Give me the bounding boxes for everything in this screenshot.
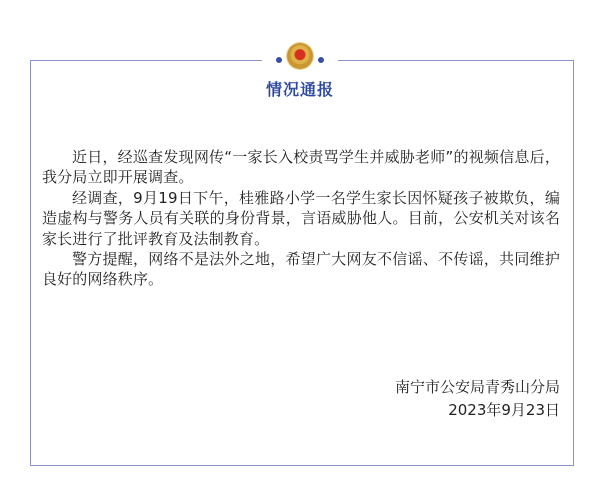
frame-dot-left [276, 57, 282, 63]
notice-body [42, 147, 560, 290]
frame-dot-right [318, 57, 324, 63]
signature-date: 2023年9月23日 [448, 401, 560, 419]
paragraph: 经调查，9月19日下午，桂雅路小学一名学生家长因怀疑孩子被欺负，编造虚构与警务人员有关联的身份背景，言语威胁他人。目前，公安机关对该名家长进行了批评教育及法制教育。 [42, 188, 560, 248]
police-emblem-icon [287, 43, 313, 69]
notice-title: 情况通报 [265, 80, 334, 99]
signature-issuer: 南宁市公安局青秀山分局 [394, 378, 560, 396]
paragraph: 警方提醒，网络不是法外之地，希望广大网友不信谣、不传谣，共同维护良好的网络秩序。 [42, 250, 560, 289]
paragraph: 近日，经巡查发现网传“一家长入校责骂学生并威胁老师”的视频信息后，我分局立即开展调查。 [42, 148, 560, 187]
